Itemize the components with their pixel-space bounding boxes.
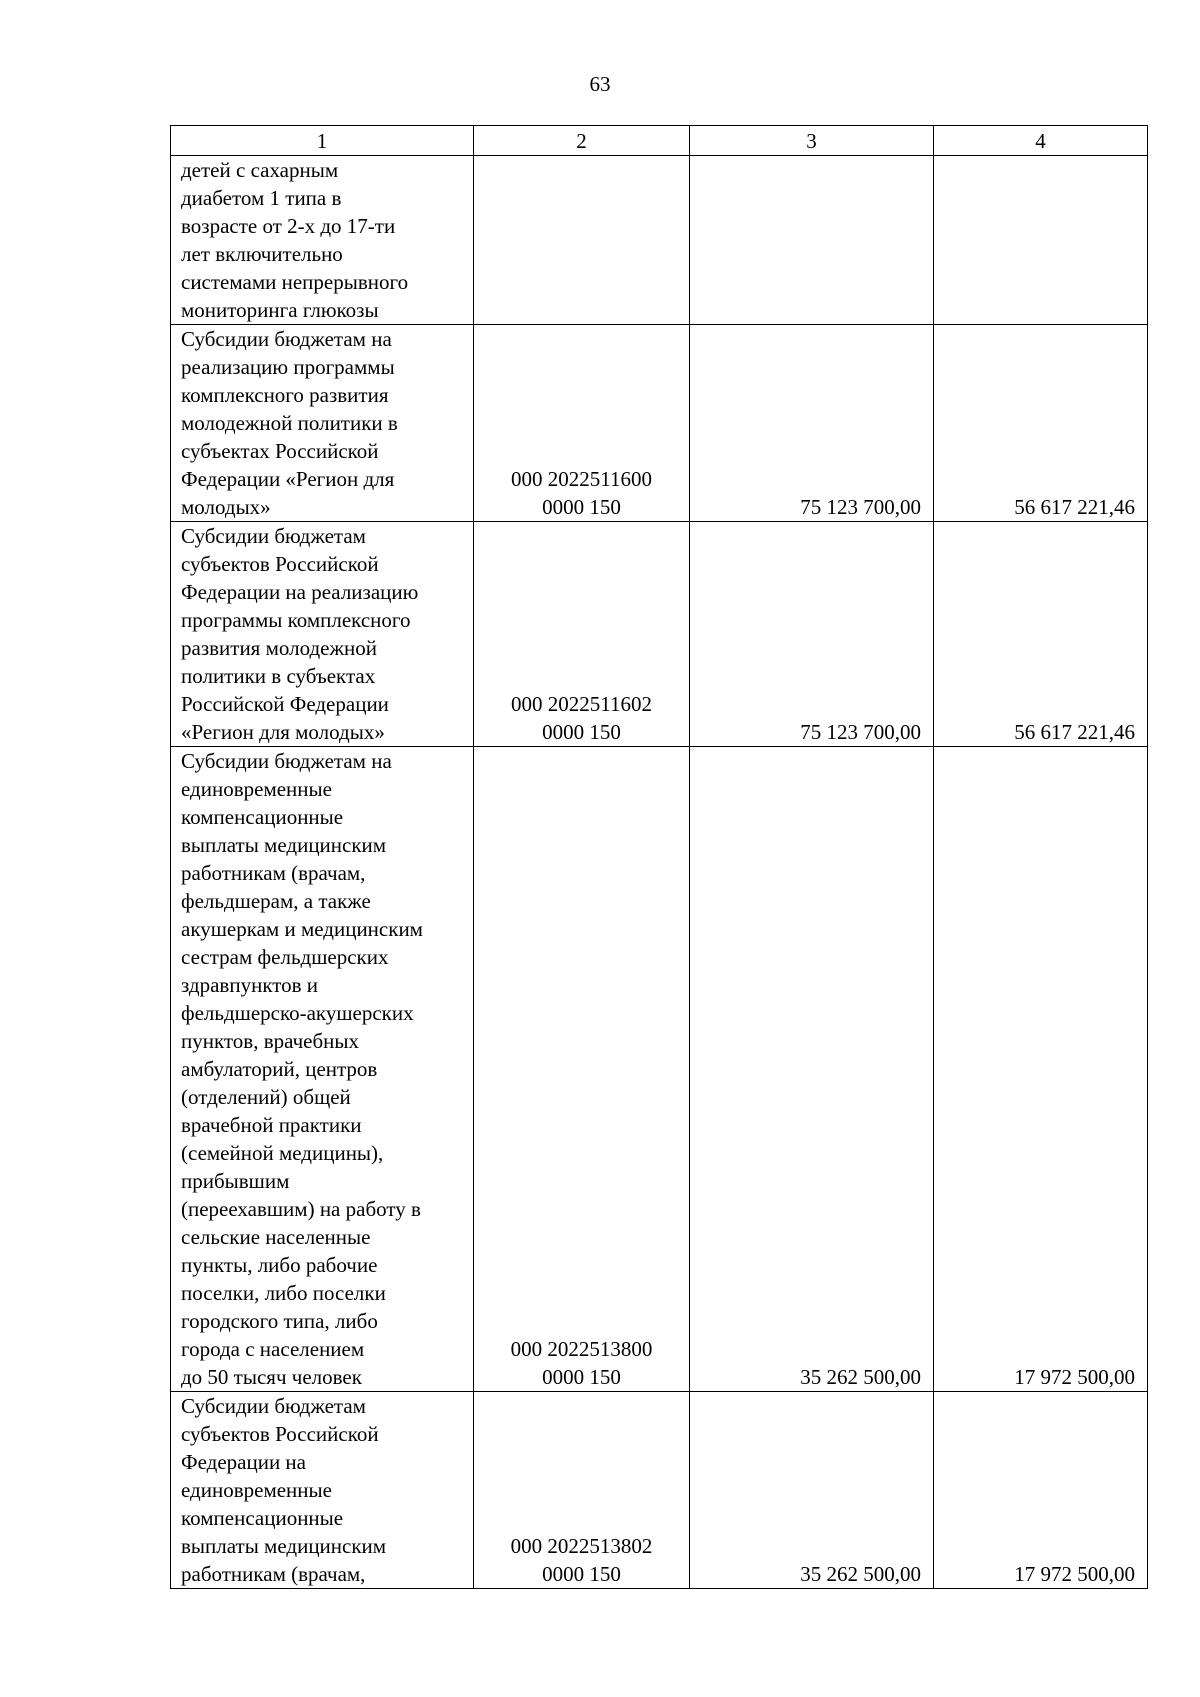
row-executed: 17 972 500,00 [934,1392,1148,1589]
column-header-2: 2 [474,126,690,156]
row-amount [690,156,934,325]
page-number: 63 [589,72,611,96]
row-description: Субсидии бюджетам на реализацию программы комплексного развития молодежной политики в субъектах Российской Федерации «Регион для молодых» [171,325,474,522]
row-description: Субсидии бюджетам субъектов Российской Федерации на единовременные компенсационные выплаты медицинским работникам (врачам, [171,1392,474,1589]
row-description: Субсидии бюджетам на единовременные компенсационные выплаты медицинским работникам (врачам, фельдшерам, а также акушеркам и медицинским сестрам фельдшерских здравпунктов и фельдшерско-акушерских пунктов, врачебных амбулаторий, центров (отделений) общей врачебной практики (семейной медицины), прибывшим (переехавшим) на работу в сельские населенные пункты, либо рабочие поселки, либо поселки городского типа, либо города с населением до 50 тысяч человек [171,747,474,1392]
row-code: 000 2022513800 0000 150 [474,747,690,1392]
row-description: детей с сахарным диабетом 1 типа в возрасте от 2-х до 17-ти лет включительно системами непрерывного мониторинга глюкозы [171,156,474,325]
row-amount: 35 262 500,00 [690,747,934,1392]
table-row [171,522,1148,747]
row-executed [934,156,1148,325]
row-amount: 35 262 500,00 [690,1392,934,1589]
column-header-1: 1 [171,126,474,156]
budget-table [170,125,1148,1589]
table-row [171,325,1148,522]
table-row [171,1392,1148,1589]
row-executed: 56 617 221,46 [934,325,1148,522]
column-header-4: 4 [934,126,1148,156]
row-code: 000 2022511602 0000 150 [474,522,690,747]
table-header-row [171,126,1148,156]
table-row [171,156,1148,325]
column-header-3: 3 [690,126,934,156]
table-row [171,747,1148,1392]
row-amount: 75 123 700,00 [690,522,934,747]
row-amount: 75 123 700,00 [690,325,934,522]
row-executed: 17 972 500,00 [934,747,1148,1392]
row-code: 000 2022511600 0000 150 [474,325,690,522]
row-executed: 56 617 221,46 [934,522,1148,747]
row-description: Субсидии бюджетам субъектов Российской Федерации на реализацию программы комплексного развития молодежной политики в субъектах Российской Федерации «Регион для молодых» [171,522,474,747]
row-code: 000 2022513802 0000 150 [474,1392,690,1589]
row-code [474,156,690,325]
